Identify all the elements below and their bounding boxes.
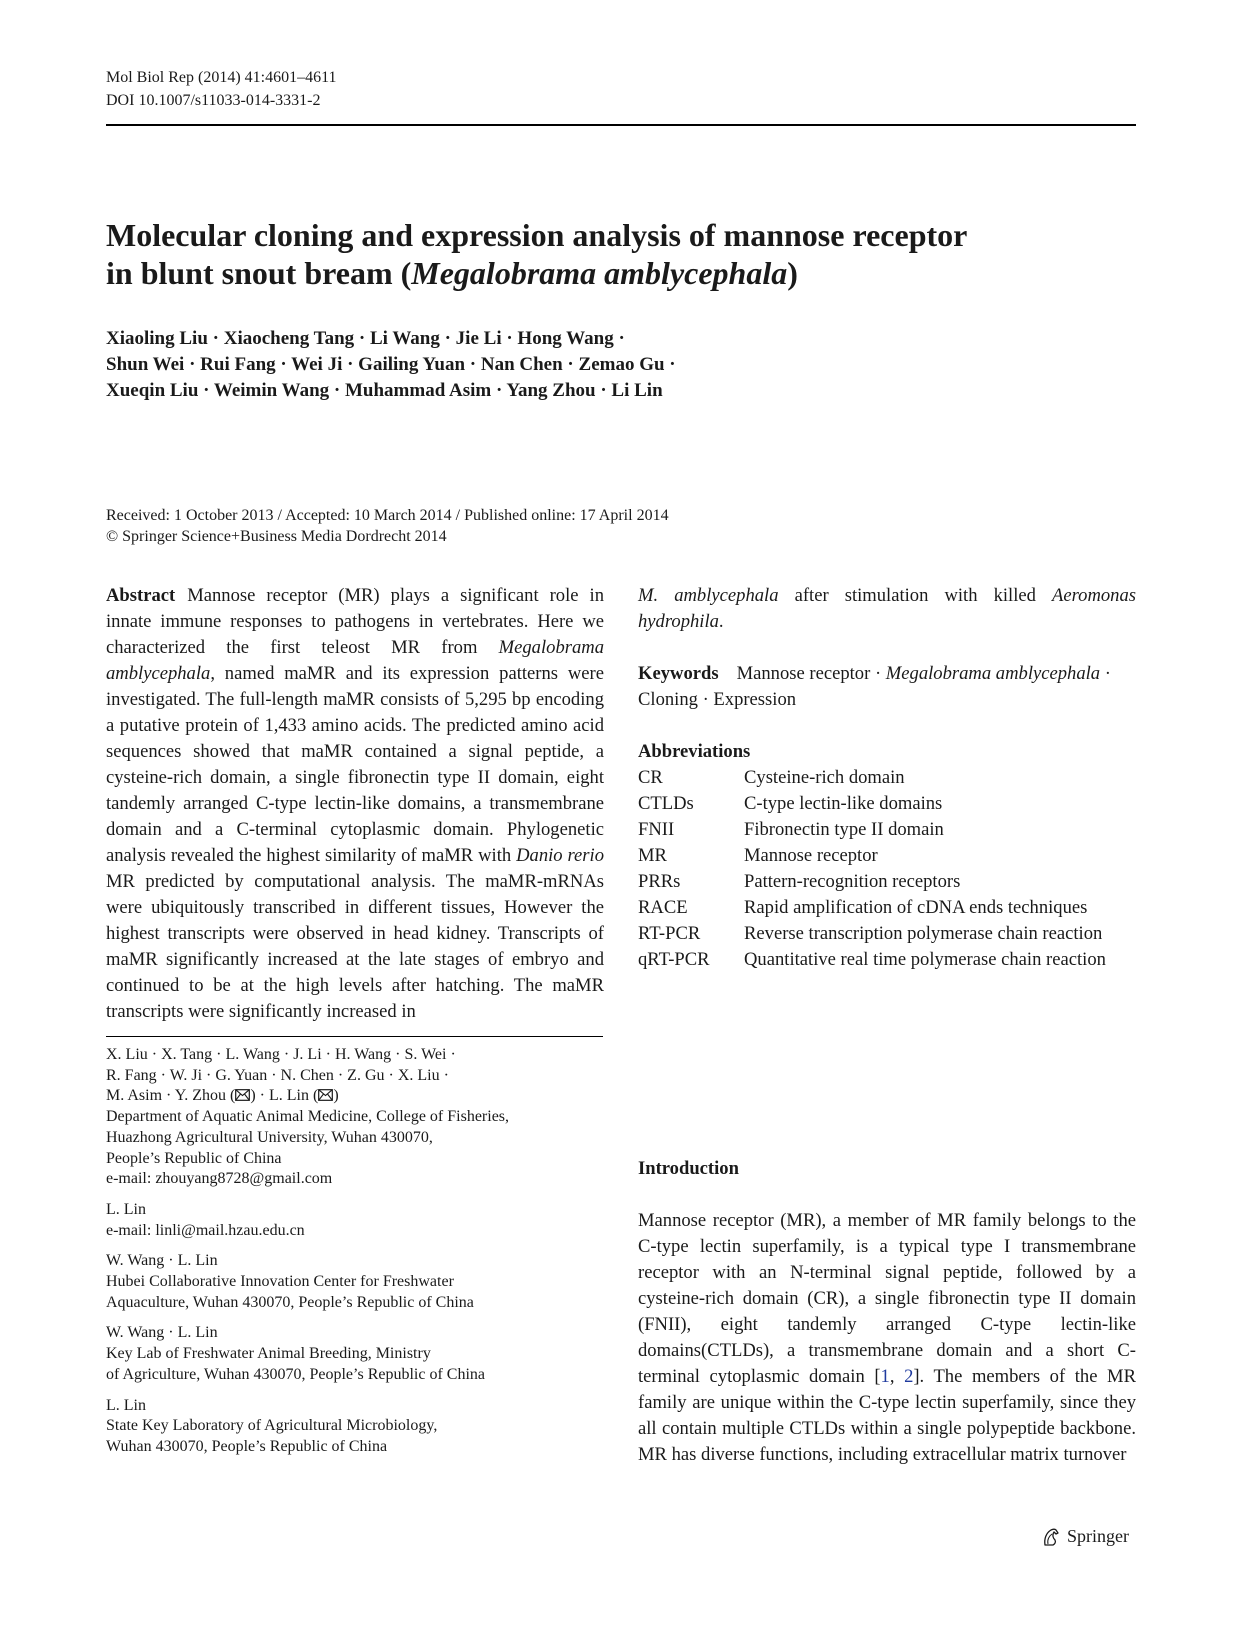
- affiliation-line: People’s Republic of China: [106, 1149, 282, 1167]
- introduction-text-run: ]. The members of the MR family are unique within the C-type lectin superfamily, since they all contain multiple CTLDs within a single polypeptide backbone. MR has diverse functions, including extracellular matrix turnover: [638, 1366, 1136, 1465]
- affiliation-5: [106, 1396, 606, 1458]
- affiliation-line: [106, 1086, 606, 1107]
- affiliation-line: Key Lab of Freshwater Animal Breeding, Ministry: [106, 1345, 431, 1363]
- abstract-column: [106, 583, 604, 1025]
- affiliation-text: ): [333, 1087, 339, 1105]
- title-line-2: [106, 254, 1136, 292]
- abbreviation-term: FNII: [638, 819, 675, 840]
- copyright: © Springer Science+Business Media Dordrecht 2014: [106, 528, 447, 545]
- citation-link[interactable]: 2: [904, 1366, 914, 1387]
- paper-title: [106, 216, 1136, 292]
- affiliation-text: ) · L. Lin (: [250, 1087, 319, 1105]
- abbreviation-definition: Pattern-recognition receptors: [744, 871, 961, 892]
- abstract: [106, 583, 604, 1025]
- abbreviation-definition: Rapid amplification of cDNA ends techniques: [744, 897, 1088, 918]
- envelope-icon: [318, 1089, 333, 1101]
- title-text: in blunt snout bream (: [106, 255, 412, 291]
- citation-link[interactable]: 1: [880, 1366, 890, 1387]
- author-line-2: Shun Wei · Rui Fang · Wei Ji · Gailing Yuan · Nan Chen · Zemao Gu ·: [106, 354, 676, 375]
- title-line-1: Molecular cloning and expression analysis of mannose receptor: [106, 217, 968, 253]
- abbreviation-row: [638, 921, 1136, 947]
- species-name: Megalobrama amblycephala: [411, 255, 788, 291]
- affiliation-3: [106, 1251, 606, 1313]
- abbreviation-row: [638, 791, 1136, 817]
- affiliations: [106, 1045, 606, 1468]
- abbreviation-term: CR: [638, 767, 663, 788]
- email-link[interactable]: e-mail: linli@mail.hzau.edu.cn: [106, 1221, 305, 1239]
- abbreviation-definition: C-type lectin-like domains: [744, 793, 943, 814]
- abbreviation-definition: Fibronectin type II domain: [744, 819, 944, 840]
- abbreviation-row: [638, 947, 1136, 973]
- abbreviation-term: MR: [638, 845, 667, 866]
- abstract-text: after stimulation with killed: [778, 585, 1052, 606]
- abbreviations-table: [638, 765, 1136, 973]
- keywords: [638, 661, 1136, 713]
- right-column: [638, 583, 1136, 973]
- introduction-heading: Introduction: [638, 1158, 739, 1179]
- abbreviation-row: [638, 765, 1136, 791]
- keyword: · Cloning · Expression: [638, 663, 1111, 710]
- abbreviation-row: [638, 843, 1136, 869]
- abstract-text: .: [718, 611, 724, 632]
- affiliation-line: X. Liu · X. Tang · L. Wang · J. Li · H. Wang · S. Wei ·: [106, 1046, 456, 1063]
- abbreviation-term: RACE: [638, 897, 688, 918]
- author-list: [106, 326, 1136, 404]
- affiliation-line: Hubei Collaborative Innovation Center for Freshwater: [106, 1273, 454, 1291]
- abbreviation-term: qRT-PCR: [638, 949, 710, 970]
- affiliation-line: L. Lin: [106, 1396, 146, 1414]
- title-text: ): [787, 255, 798, 291]
- abstract-species: M. amblycephala: [638, 585, 779, 606]
- abstract-species: Megalobrama amblycephala: [106, 637, 604, 684]
- abstract-species: Aeromonas hydrophila: [638, 585, 1136, 632]
- keywords-label: Keywords: [638, 663, 719, 684]
- abstract-text: MR predicted by computational analysis. The maMR-mRNAs were ubiquitously transcribed in different tissues, However the highest transcripts were observed in head kidney. Transcripts of maMR significantly increased at the late stages of embryo and continued to be at the high levels after hatching. The maMR transcripts were significantly increased in: [106, 871, 604, 1022]
- affiliation-line: of Agriculture, Wuhan 430070, People’s Republic of China: [106, 1365, 485, 1383]
- affiliation-line: Department of Aquatic Animal Medicine, College of Fisheries,: [106, 1108, 510, 1126]
- abbreviation-row: [638, 817, 1136, 843]
- abbreviation-row: [638, 895, 1136, 921]
- abstract-text: , named maMR and its expression patterns were investigated. The full-length maMR consists of 5,295 bp encoding a putative protein of 1,433 amino acids. The predicted amino acid sequences showed that maMR contained a signal peptide, a cysteine-rich domain, a single fibronectin type II domain, eight tandemly arranged C-type lectin-like domains, a transmembrane domain and a C-terminal cytoplasmic domain. Phylogenetic analysis revealed the highest similarity of maMR with: [106, 663, 604, 866]
- introduction-text-run: ,: [889, 1366, 905, 1387]
- abbreviation-term: RT-PCR: [638, 923, 701, 944]
- abstract-species: Danio rerio: [516, 845, 604, 866]
- affiliation-line: L. Lin: [106, 1200, 146, 1218]
- abbreviation-term: PRRs: [638, 871, 681, 892]
- affiliation-1: [106, 1045, 606, 1190]
- affiliation-line: W. Wang · L. Lin: [106, 1252, 218, 1270]
- publisher-name: Springer: [1067, 1526, 1129, 1546]
- affiliation-2: [106, 1200, 606, 1241]
- footnote-rule: [106, 1036, 603, 1037]
- introduction-text: [638, 1208, 1136, 1468]
- abstract-label: Abstract: [106, 585, 176, 606]
- abbreviation-term: CTLDs: [638, 793, 694, 814]
- affiliation-line: R. Fang · W. Ji · G. Yuan · N. Chen · Z. Gu · X. Liu ·: [106, 1066, 449, 1084]
- journal-header: [106, 66, 337, 112]
- springer-logo: [1041, 1526, 1129, 1547]
- email-link[interactable]: e-mail: zhouyang8728@gmail.com: [106, 1170, 333, 1188]
- author-line-3: Xueqin Liu · Weimin Wang · Muhammad Asim · Yang Zhou · Li Lin: [106, 380, 663, 401]
- abstract-continued: [638, 583, 1136, 635]
- affiliation-line: Wuhan 430070, People’s Republic of China: [106, 1437, 388, 1455]
- affiliation-line: State Key Laboratory of Agricultural Microbiology,: [106, 1417, 438, 1435]
- header-rule: [106, 124, 1136, 126]
- affiliation-line: Huazhong Agricultural University, Wuhan 430070,: [106, 1128, 433, 1146]
- publication-history: [106, 505, 669, 547]
- abbreviation-definition: Cysteine-rich domain: [744, 767, 905, 788]
- abbreviation-definition: Mannose receptor: [744, 845, 878, 866]
- received-dates: Received: 1 October 2013 / Accepted: 10 March 2014 / Published online: 17 April 2014: [106, 507, 669, 524]
- doi: DOI 10.1007/s11033-014-3331-2: [106, 92, 321, 109]
- abstract-text: Mannose receptor (MR) plays a significant role in innate immune responses to pathogens in vertebrates. Here we characterized the first teleost MR from: [106, 585, 604, 658]
- abbreviations-title: Abbreviations: [638, 741, 751, 762]
- journal-citation: Mol Biol Rep (2014) 41:4601–4611: [106, 69, 337, 86]
- affiliation-line: W. Wang · L. Lin: [106, 1324, 218, 1342]
- springer-horse-icon: [1041, 1527, 1061, 1547]
- abbreviation-definition: Reverse transcription polymerase chain reaction: [744, 923, 1103, 944]
- keyword: Mannose receptor ·: [736, 663, 886, 684]
- author-line-1: Xiaoling Liu · Xiaocheng Tang · Li Wang · Jie Li · Hong Wang ·: [106, 328, 625, 349]
- introduction-text-run: Mannose receptor (MR), a member of MR family belongs to the C-type lectin superfamily, is a typical type I transmembrane receptor with an N-terminal signal peptide, followed by a cysteine-rich domain (CR), a single fibronectin type II domain (FNII), eight tandemly arranged C-type lectin-like domains(CTLDs), a transmembrane domain and a short C-terminal cytoplasmic domain [: [638, 1210, 1136, 1387]
- abbreviation-row: [638, 869, 1136, 895]
- affiliation-text: M. Asim · Y. Zhou (: [106, 1087, 236, 1105]
- keyword: Megalobrama amblycephala: [885, 663, 1101, 684]
- affiliation-4: [106, 1323, 606, 1385]
- affiliation-line: Aquaculture, Wuhan 430070, People’s Republic of China: [106, 1293, 474, 1311]
- envelope-icon: [235, 1089, 250, 1101]
- abbreviation-definition: Quantitative real time polymerase chain reaction: [744, 949, 1106, 970]
